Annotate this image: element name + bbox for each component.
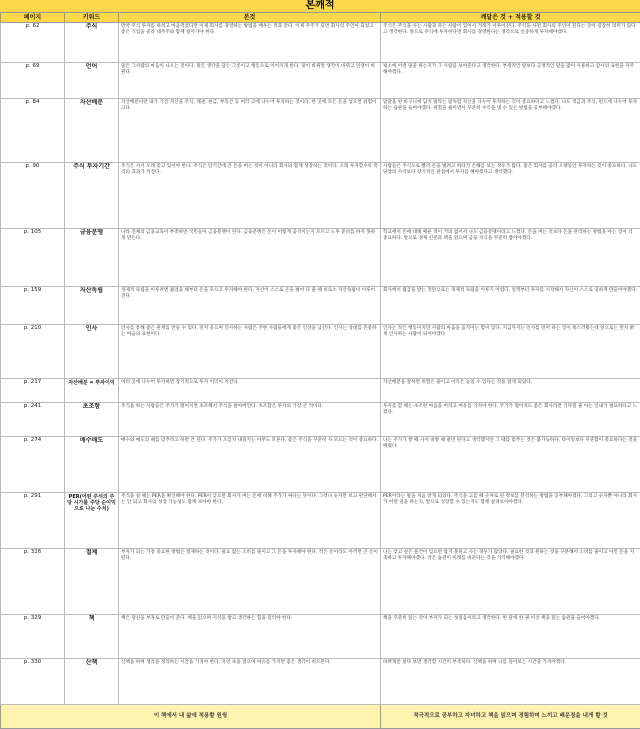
reflection-text: 책을 꾸준히 읽는 것이 부자가 되는 첫걸음이라고 생각한다. 한 달에 한 권 이상 책을 읽는 습관을 들여야겠다.	[381, 615, 640, 659]
page-number: p. 217	[1, 379, 65, 403]
reflection-text: PER이라는 말을 처음 알게 되었다. 주식을 고를 때 숫자로 된 정보를 분석하는 방법을 공부해야겠다. 그리고 숫자뿐 아니라 회사가 어떤 일을 하는지, 앞으로 성장할 수 있는지도 함께 살펴보아야겠다.	[381, 493, 640, 549]
quote-text: 매수와 매도의 때를 맞추려고 하면 안 된다. 주가가 오를지 내릴지는 아무도 모른다. 좋은 주식을 꾸준히 사 모으는 것이 중요하다.	[119, 437, 381, 493]
quote-text: 경제적 독립을 이루려면 젊었을 때부터 돈을 모으고 투자해야 한다. 자산이 스스로 돈을 벌어 다 줄 때 비로소 자산독립이 이루어진다.	[119, 287, 381, 325]
reflection-text: 회사에서 월급을 받는 것만으로는 경제적 독립을 이루기 어렵다. 일찍부터 투자를 시작해서 자산이 스스로 일하게 만들어야겠다.	[381, 287, 640, 325]
page-number: p. 105	[1, 229, 65, 287]
quote-text: 주식을 살 때는 PER을 확인해야 한다. PER이 낮으면 회사가 버는 돈에 비해 주가가 싸다는 뜻이다. 그러나 숫자만 보고 판단해서는 안 되고 회사의 성장 가능성도 함께 보아야 한다.	[119, 493, 381, 549]
header-row	[1, 13, 640, 23]
header-text: 본것	[119, 13, 381, 23]
page-number: p. 62	[1, 23, 65, 63]
keyword: 자산배분 = 투자이익	[65, 379, 119, 403]
table-row	[1, 403, 640, 437]
keyword: 주식	[65, 23, 119, 63]
keyword: 인사	[65, 325, 119, 379]
table-row	[1, 437, 640, 493]
quote-text: 여러 곳에 나누어 투자하면 장기적으로 투자 이익이 커진다.	[119, 379, 381, 403]
reflection-text: 나는 주가가 쌀 때 사서 비쌀 때 팔면 된다고 생각했지만 그 때를 맞추는 것은 불가능하다. 타이밍보다 꾸준함이 중요하다는 것을 배웠다.	[381, 437, 640, 493]
page-number: p. 330	[1, 659, 65, 705]
keyword: 언어	[65, 63, 119, 99]
reflection-text: 주식은 주식을 사는 사람과 파는 사람이 있어서 거래가 이루어진다. 주식을 사면 회사의 주인이 된다는 것이 굉장히 의미가 있다고 생각한다. 앞으로 주식에 투자한다면 회사를 경영한다는 생각으로 신중하게 투자해야겠다.	[381, 23, 640, 63]
keyword: 초조함	[65, 403, 119, 437]
table-row	[1, 493, 640, 549]
page-number: p. 84	[1, 99, 65, 163]
table-row	[1, 615, 640, 659]
page-number: p. 274	[1, 437, 65, 493]
keyword: 자산독립	[65, 287, 119, 325]
table-row	[1, 99, 640, 163]
notes-table	[0, 12, 640, 729]
header-keyword: 키워드	[65, 13, 119, 23]
quote-text: 말은 그사람의 마음이 나오는 것이다. 말은 생각을 담는 그릇이고 행동으로 이어지게 한다. 말이 바뀌면 생각이 바뀌고 인생이 바뀐다.	[119, 63, 381, 99]
header-feel: 깨달은 것 + 적용할 것	[381, 13, 640, 23]
reflection-text: 인사는 작은 행동이지만 사람의 마음을 움직이는 힘이 있다. 지금까지는 인사를 먼저 하는 것이 쑥스러웠는데 앞으로는 먼저 밝게 인사하는 사람이 되어야겠다.	[381, 325, 640, 379]
quote-text: 책은 당신을 부자로 만들어 준다. 책을 읽으며 지식을 쌓고 생각하는 힘을 길러야 한다.	[119, 615, 381, 659]
page-number: p. 210	[1, 325, 65, 379]
page-number: p. 159	[1, 287, 65, 325]
keyword: 매수매도	[65, 437, 119, 493]
table-row	[1, 23, 640, 63]
page-number: p. 329	[1, 615, 65, 659]
table-row	[1, 325, 640, 379]
reflection-text: 자산배분을 잘하면 위험은 줄이고 이익은 높일 수 있다는 것을 알게 되었다.	[381, 379, 640, 403]
quote-text: 만약 주식 투자를 하려고 마음먹었다면 이제 회사를 경영하는 방법을 배우는 것과 같다. 이제 주주가 되면 회사의 주인이 되었고 좋은 기업을 골라 대주주와 함께 걸어가야 한다.	[119, 23, 381, 63]
table-row	[1, 287, 640, 325]
table-row	[1, 229, 640, 287]
quote-text: 주식을 하는 사람들은 주가가 떨어지면 초조해서 주식을 팔아버린다. 초조함은 투자의 가장 큰 적이다.	[119, 403, 381, 437]
quote-text: 부자가 되는 가장 중요한 방법은 절제하는 것이다. 필요 없는 소비를 줄이고 그 돈을 투자해야 한다. 작은 돈이라도 아끼면 큰 돈이 된다.	[119, 549, 381, 615]
reflection-text: 달걀을 한 바구니에 담지 말라는 말처럼 자산을 나누어 투자하는 것이 중요하다고 느꼈다. 나도 적금과 주식, 펀드에 나누어 투자하는 습관을 들여야겠다. 위험을 줄이면서 꾸준히 수익을 낼 수 있는 방법을 공부해야겠다.	[381, 99, 640, 163]
footer-row	[1, 705, 640, 729]
reflection-text: 나는 갖고 싶은 물건이 있으면 참지 못하고 사는 경우가 많았다. 필요한 것과 원하는 것을 구분해서 소비를 줄이고 아낀 돈을 저축하고 투자해야겠다. 작은 습관이 미래를 바꾼다는 것을 기억해야겠다.	[381, 549, 640, 615]
table-row	[1, 379, 640, 403]
page-number: p. 326	[1, 549, 65, 615]
table-row	[1, 163, 640, 229]
table-row	[1, 549, 640, 615]
reflection-text: 사람들은 주식으로 빨리 돈을 벌려고 하다가 손해를 보는 경우가 많다. 좋은 회사를 골라 오랫동안 투자하는 것이 중요하다. 나도 당장의 수익보다 장기적인 관점에서 투자를 해야겠다고 생각했다.	[381, 163, 640, 229]
page-number: p. 90	[1, 163, 65, 229]
keyword: 금융문맹	[65, 229, 119, 287]
one-thing-label: 이 책에서 내 삶에 적용할 원씽	[1, 705, 381, 729]
page-number: p. 241	[1, 403, 65, 437]
quote-text: 주식은 사서 오래 갖고 있어야 한다. 주식은 단기간에 큰 돈을 버는 것이 아니라 회사와 함께 성장하는 것이다. 오래 투자할수록 복리의 효과가 커진다.	[119, 163, 381, 229]
keyword: 책	[65, 615, 119, 659]
page-title: 본깨적	[0, 0, 640, 13]
reflection-text: 바쁘게만 살다 보면 생각할 시간이 부족하다. 산책을 하며 나를 돌아보는 시간을 가져야겠다.	[381, 659, 640, 705]
table-row	[1, 659, 640, 705]
reflection-text: 평소에 어떤 말을 하는지가 그 사람을 보여준다고 생각한다. 부정적인 말보다 긍정적인 말을 많이 사용하고 감사의 표현을 자주 해야겠다.	[381, 63, 640, 99]
keyword: 절제	[65, 549, 119, 615]
header-page: 페이지	[1, 13, 65, 23]
one-thing-answer: 적극적으로 공부하고 자녀하고 책을 읽으며 경험하며 느끼고 배운점을 내게 할 것	[381, 705, 640, 729]
quote-text: 산책을 하며 생각을 정리하는 시간을 가져야 한다. 자연 속을 걸으며 여유를 가지면 좋은 생각이 떠오른다.	[119, 659, 381, 705]
quote-text: 나라 전체의 금융교육이 부족하면 국민들이 금융문맹이 된다. 금융문맹은 돈이 어떻게 움직이는지 모르고 노후 준비를 하지 못하게 만든다.	[119, 229, 381, 287]
reflection-text: 학교에서 돈에 대해 배운 적이 거의 없어서 나도 금융문맹이라고 느꼈다. 돈을 버는 것보다 돈을 관리하는 방법을 아는 것이 더 중요하다. 앞으로 경제 신문과 책을 읽으며 금융 지식을 꾸준히 쌓아야겠다.	[381, 229, 640, 287]
keyword: 자산배분	[65, 99, 119, 163]
quote-text: 자산배분이란 내가 가진 자산을 주식, 채권, 현금, 부동산 등 여러 곳에 나누어 투자하는 것이다. 한 곳에 모든 돈을 넣으면 위험이 크다.	[119, 99, 381, 163]
keyword: 주식 투자기간	[65, 163, 119, 229]
page-number: p. 69	[1, 63, 65, 99]
page-number: p. 291	[1, 493, 65, 549]
keyword: PER(어떤 주식의 주당 시가를 주당 순이익으로 나눈 수치)	[65, 493, 119, 549]
quote-text: 인사를 통해 좋은 관계를 만들 수 있다. 먼저 웃으며 인사하는 사람은 주변 사람들에게 좋은 인상을 남긴다. 인사는 상대를 존중하는 마음의 표현이다.	[119, 325, 381, 379]
keyword: 산책	[65, 659, 119, 705]
reflection-text: 투자를 할 때는 초조한 마음을 버리고 여유를 가져야 한다. 주가가 떨어져도 좋은 회사라면 기다릴 줄 아는 인내가 필요하다고 느꼈다.	[381, 403, 640, 437]
table-row	[1, 63, 640, 99]
